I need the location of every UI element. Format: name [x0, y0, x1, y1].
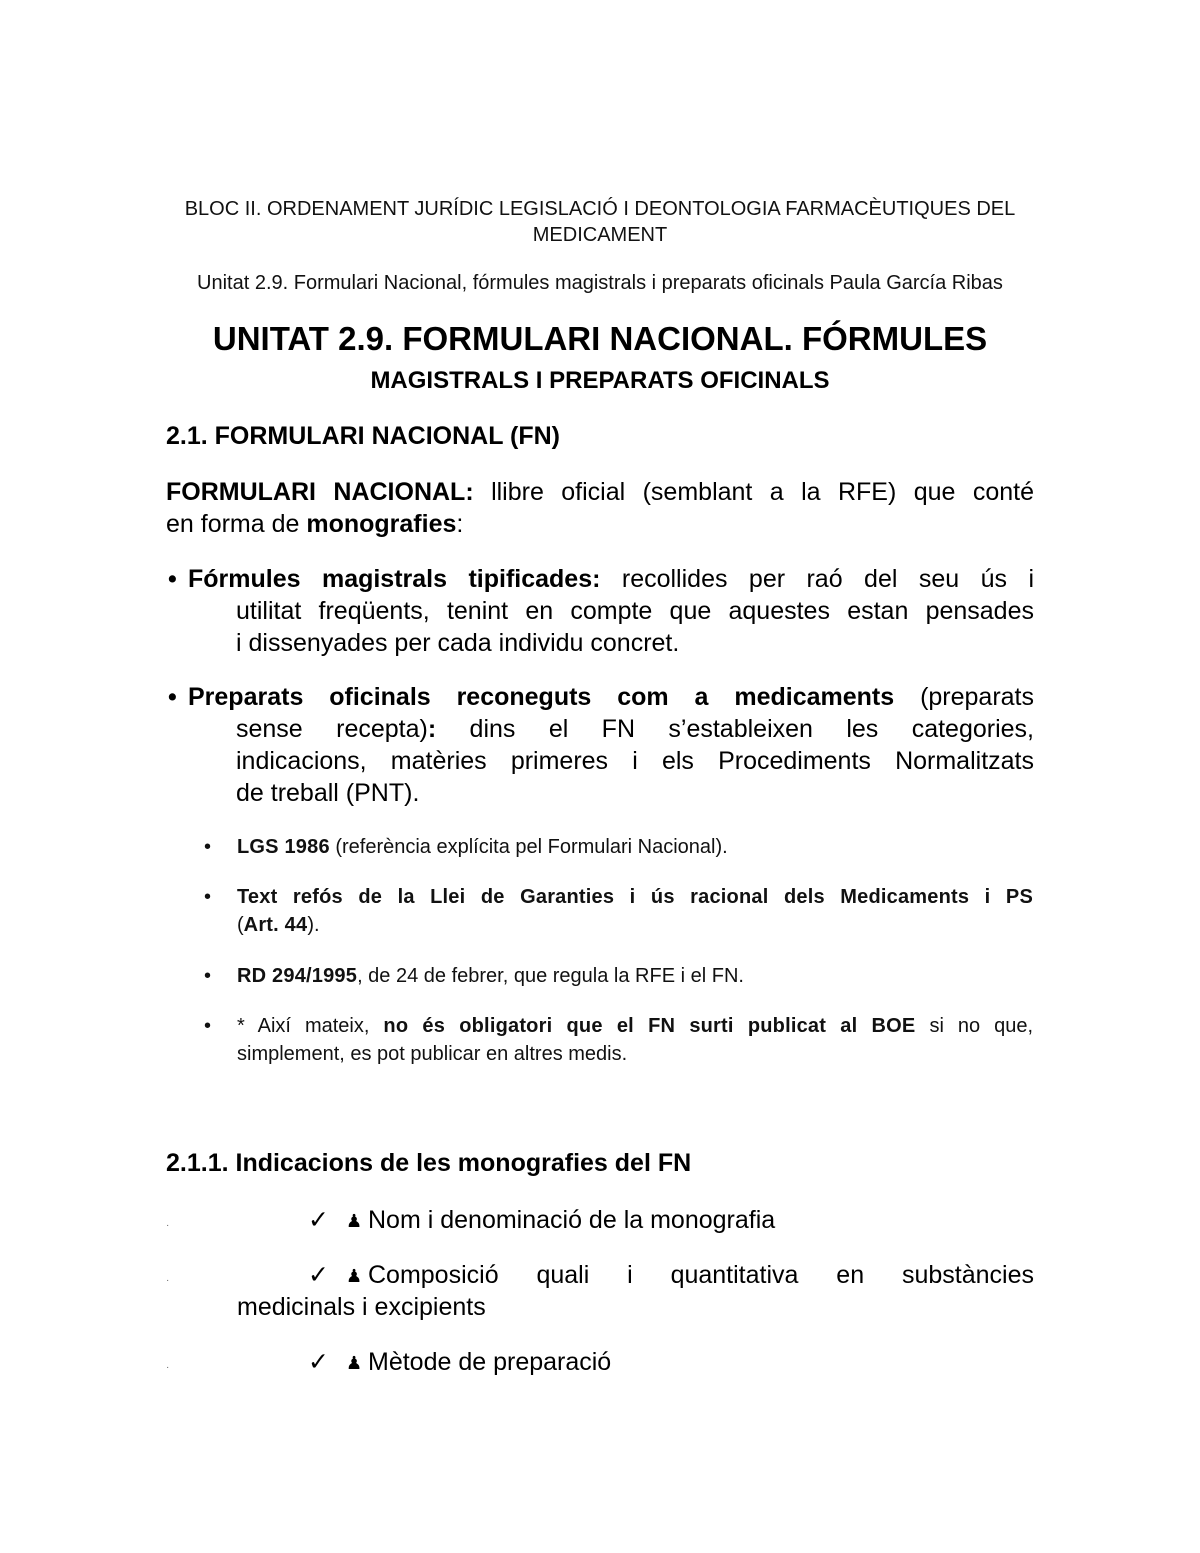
section-heading-2-1-1: 2.1.1. Indicacions de les monografies del FN [166, 1149, 692, 1177]
bullet-dot: • [168, 683, 177, 711]
bullet-text: recollides per raó del seu ús i [600, 565, 1034, 593]
bullet-text: si no que, [915, 1015, 1033, 1037]
section-heading-2-1: 2.1. FORMULARI NACIONAL (FN) [166, 422, 560, 450]
check-item-content [308, 1259, 1034, 1292]
intro-paragraph-line-2 [166, 508, 1034, 540]
bullet-line [237, 911, 1033, 939]
bullet-preparats-oficinals [166, 681, 1034, 809]
unit-author-line: Unitat 2.9. Formulari Nacional, fórmules magistrals i preparats oficinals Paula García Ribas [197, 272, 1003, 294]
list-marker: · [166, 1362, 170, 1373]
page-title: UNITAT 2.9. FORMULARI NACIONAL. FÓRMULES [212, 320, 988, 357]
check-item-continuation: medicinals i excipients [237, 1293, 486, 1321]
sub-bullet-text-refos [204, 883, 1033, 939]
checkmark-icon: ✓ [308, 1348, 329, 1376]
bullet-text: ). [307, 914, 320, 936]
article-reference: Art. 44 [243, 914, 308, 936]
bullet-emphasis: no és obligatori que el FN surti publicat al BOE [383, 1015, 916, 1037]
bullet-line: i dissenyades per cada individu concret. [236, 629, 680, 657]
check-item-line [308, 1259, 1034, 1292]
bullet-line [166, 681, 1034, 713]
bullet-line [237, 962, 1033, 990]
bullet-dot: • [204, 836, 212, 858]
intro-text: llibre oficial (semblant a la RFE) que conté [473, 478, 1034, 506]
bullet-text: * Així mateix, [237, 1015, 384, 1037]
pawn-icon: ♟ [346, 1211, 363, 1231]
check-item-content [308, 1346, 1034, 1379]
bullet-line [166, 713, 1034, 745]
bullet-line: utilitat freqüents, tenint en compte que aquestes estan pensades [236, 597, 1034, 625]
bullet-text: sense recepta) [236, 715, 428, 743]
monografies-term: monografies [306, 510, 457, 538]
bullet-text: (preparats [894, 683, 1035, 711]
pawn-icon: ♟ [346, 1353, 363, 1373]
check-item-label: Nom i denominació de la monografia [368, 1206, 776, 1234]
sub-bullet-rd [204, 962, 1033, 990]
intro-text-2: en forma de [166, 510, 307, 538]
bullet-colon: : [427, 715, 437, 743]
bullet-dot: • [204, 886, 212, 908]
bloc-header-line-1: BLOC II. ORDENAMENT JURÍDIC LEGISLACIÓ I DEONTOLOGIA FARMACÈUTIQUES DEL [184, 198, 1016, 220]
check-item-label: Composició quali i quantitativa en substàncies [368, 1261, 1034, 1289]
bullet-dot: • [204, 1015, 212, 1037]
list-marker: · [166, 1220, 170, 1231]
sub-bullet-boe [204, 1012, 1033, 1068]
bullet-term: Preparats oficinals reconeguts com a medicaments [188, 683, 895, 711]
list-marker: · [166, 1275, 170, 1286]
bullet-line [237, 883, 1033, 911]
bullet-line [237, 1012, 1033, 1040]
bullet-text: dins el FN s’estableixen les categories, [436, 715, 1034, 743]
check-item-content [308, 1204, 1034, 1237]
checkmark-icon: ✓ [308, 1206, 329, 1234]
law-reference: LGS 1986 [237, 836, 330, 858]
bloc-header-line-2: MEDICAMENT [532, 224, 668, 246]
bullet-line: de treball (PNT). [236, 779, 420, 807]
check-item-label: Mètode de preparació [368, 1348, 612, 1376]
intro-term: FORMULARI NACIONAL: [166, 478, 474, 506]
checkmark-icon: ✓ [308, 1261, 329, 1289]
bullet-dot: • [204, 965, 212, 987]
bullet-text: (referència explícita pel Formulari Nacional). [329, 836, 728, 858]
bullet-line [237, 833, 1033, 861]
pawn-icon: ♟ [346, 1266, 363, 1286]
bullet-line: simplement, es pot publicar en altres medis. [237, 1043, 628, 1065]
bullet-text: ( [237, 914, 244, 936]
intro-colon: : [456, 510, 464, 538]
sub-bullet-lgs [204, 833, 1033, 861]
page-subtitle: MAGISTRALS I PREPARATS OFICINALS [370, 367, 830, 394]
bullet-term: Fórmules magistrals tipificades: [188, 565, 601, 593]
law-reference: RD 294/1995 [237, 965, 358, 987]
intro-paragraph-line-1 [166, 476, 1034, 508]
bullet-line [166, 563, 1034, 595]
law-reference: Text refós de la Llei de Garanties i ús racional dels Medicaments i PS [237, 886, 1033, 908]
bullet-line: indicacions, matèries primeres i els Procediments Normalitzats [236, 747, 1034, 775]
bullet-dot: • [168, 565, 177, 593]
bullet-text: , de 24 de febrer, que regula la RFE i el FN. [357, 965, 744, 987]
bullet-formules-magistrals [166, 563, 1034, 659]
